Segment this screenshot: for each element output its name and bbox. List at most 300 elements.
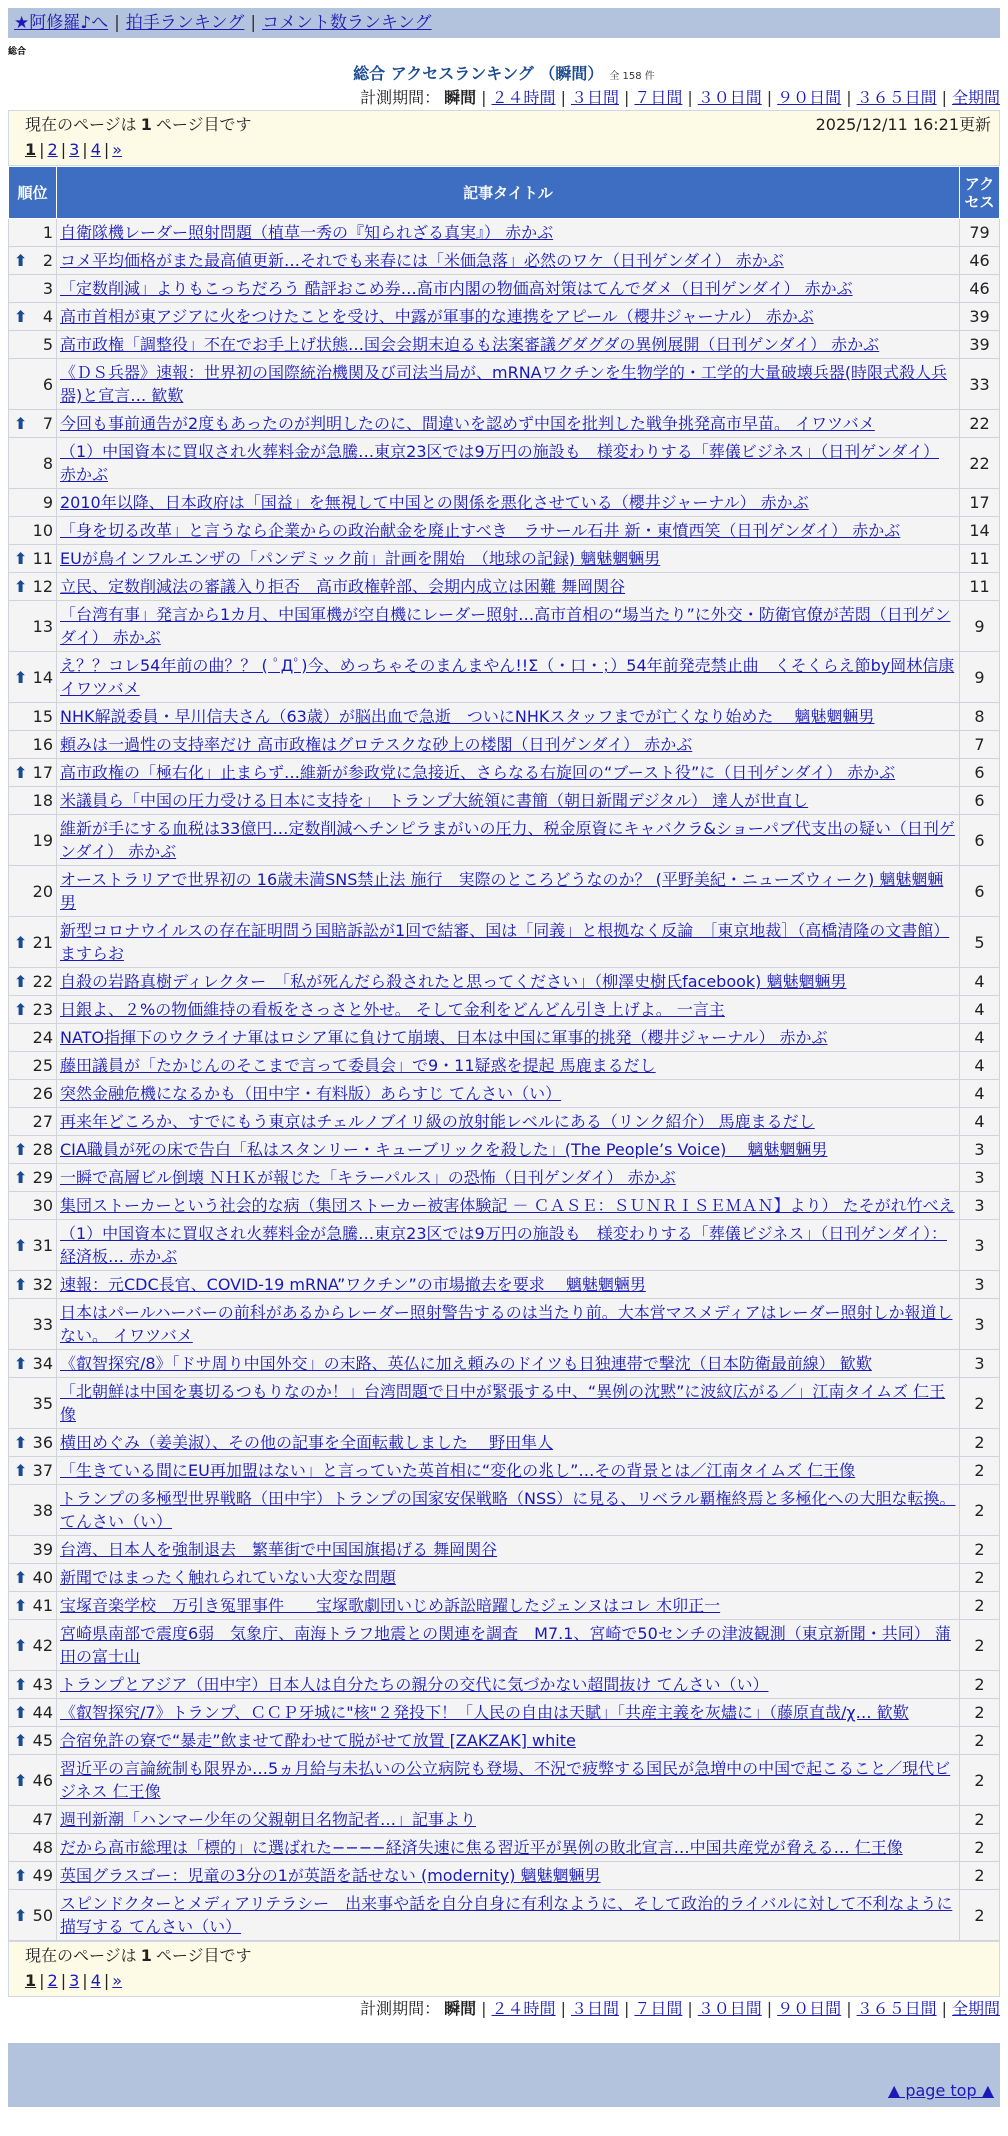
rank-number: 2 [42, 251, 53, 270]
access-count: 79 [960, 219, 1000, 247]
title-cell [57, 1727, 960, 1755]
page-status-number: 1 [140, 115, 152, 134]
up-arrow-icon: ⬆ [14, 1461, 28, 1480]
rank-number: 22 [32, 972, 53, 991]
home-link[interactable]: ★阿修羅♪へ [14, 13, 109, 33]
period-option-link[interactable]: 全期間 [951, 1999, 1000, 2018]
table-row [9, 1671, 1000, 1699]
title-cell [57, 545, 960, 573]
title-cell [57, 303, 960, 331]
rank-cell [9, 438, 57, 489]
rank-number: 31 [32, 1235, 53, 1255]
page-status-prefix: 現在のページは [25, 1946, 137, 1965]
article-title-link[interactable]: オーストラリアで世界初の 16歳未満SNS禁止法 施行 実際のところどうなのか？ (平野美紀・ニューズウィーク) 魑魅魍魎男 [60, 870, 944, 912]
title-column-header: 記事タイトル [57, 167, 960, 219]
up-arrow-icon: ⬆ [14, 1866, 28, 1885]
rank-cell [9, 1350, 57, 1378]
rank-number: 19 [32, 830, 53, 850]
title-cell [57, 652, 960, 703]
article-title-link[interactable]: トランプとアジア（田中宇）日本人は自分たちの親分の交代に気づかない超間抜け てんさい（い） [60, 1675, 769, 1694]
up-arrow-icon: ⬆ [14, 972, 28, 991]
up-arrow-icon: ⬆ [14, 1354, 28, 1373]
pagination-page-link[interactable]: 2 [47, 1971, 58, 1990]
period-option-link[interactable]: 全期間 [951, 88, 1000, 107]
title-cell [57, 1080, 960, 1108]
up-arrow-icon: ⬆ [14, 1596, 28, 1615]
title-cell [57, 1620, 960, 1671]
period-option-link[interactable]: ２４時間 [491, 1999, 556, 2018]
rank-number: 24 [32, 1028, 53, 1047]
title-cell [57, 331, 960, 359]
article-title-link[interactable]: 日本はパールハーバーの前科があるからレーダー照射警告するのは当たり前。大本営マスメディアはレーダー照射しか報道しない。 イワツバメ [60, 1303, 953, 1345]
article-title-link[interactable]: 「定数削減」よりもこっちだろう 酷評おこめ券…高市内閣の物価高対策はてんでダメ（日刊ゲンダイ） 赤かぶ [60, 279, 853, 298]
rank-cell [9, 545, 57, 573]
rank-cell [9, 1108, 57, 1136]
article-title-link[interactable]: 藤田議員が「たかじんのそこまで言って委員会」で9・11疑惑を提起 馬鹿まるだし [60, 1056, 656, 1075]
title-cell [57, 1220, 960, 1271]
rank-number: 28 [32, 1140, 53, 1159]
rank-number: 10 [32, 521, 53, 540]
table-row [9, 1592, 1000, 1620]
title-cell [57, 1564, 960, 1592]
rank-cell [9, 1727, 57, 1755]
up-arrow-icon: ⬆ [14, 307, 28, 326]
rank-number: 4 [42, 307, 53, 326]
period-separator: | [481, 88, 487, 107]
rank-number: 42 [32, 1635, 53, 1655]
article-title-link[interactable]: コメ平均価格がまた最高値更新…それでも来春には「米価急落」必然のワケ（日刊ゲンダイ） 赤かぶ [60, 251, 784, 270]
article-title-link[interactable]: 「北朝鮮は中国を裏切るつもりなのか！」台湾問題で日中が緊張する中、“異例の沈黙”に波紋広がる／」江南タイムズ 仁王像 [60, 1382, 946, 1424]
page-top-bar [8, 2075, 1000, 2107]
access-count: 22 [960, 438, 1000, 489]
pagination-separator: | [103, 1971, 110, 1990]
article-title-link[interactable]: 「生きている間にEU再加盟はない」と言っていた英首相に“変化の兆し”…その背景とは／江南タイムズ 仁王像 [60, 1461, 856, 1480]
title-cell [57, 275, 960, 303]
rank-number: 46 [32, 1770, 53, 1790]
rank-number: 14 [32, 667, 53, 687]
article-title-link[interactable]: 新聞ではまったく触れられていない大変な問題 [60, 1568, 397, 1587]
pagination-page-link[interactable]: 4 [90, 1971, 101, 1990]
table-row [9, 703, 1000, 731]
access-count: 2 [960, 1671, 1000, 1699]
rank-cell [9, 1080, 57, 1108]
period-option-link[interactable]: ３６５日間 [856, 88, 937, 107]
rank-number: 8 [42, 453, 53, 473]
title-cell [57, 489, 960, 517]
article-title-link[interactable]: 自殺の岩路真樹ディレクター 「私が死んだら殺されたと思ってください」（柳澤史樹氏facebook) 魑魅魍魎男 [60, 972, 847, 991]
table-header-row [9, 167, 1000, 219]
up-arrow-icon: ⬆ [14, 1770, 28, 1790]
pagination-page-link[interactable]: 3 [69, 140, 80, 159]
nav-separator: | [250, 13, 257, 33]
pagination-next-link[interactable]: » [112, 140, 123, 159]
table-row [9, 1136, 1000, 1164]
article-title-link[interactable]: 宮崎県南部で震度6弱 気象庁、南海トラフ地震との関連を調査 M7.1、宮崎で50センチの津波観測（東京新聞・共同） 蒲田の富士山 [60, 1624, 951, 1666]
rank-number: 20 [32, 881, 53, 901]
period-separator: | [481, 1999, 487, 2018]
table-row [9, 1699, 1000, 1727]
period-option-link[interactable]: ３０日間 [697, 88, 762, 107]
table-row [9, 438, 1000, 489]
comment-ranking-link[interactable]: コメント数ランキング [262, 13, 432, 33]
rank-number: 6 [42, 374, 53, 394]
access-count: 6 [960, 787, 1000, 815]
table-row [9, 1378, 1000, 1429]
title-cell [57, 703, 960, 731]
up-arrow-icon: ⬆ [14, 1275, 28, 1294]
table-row [9, 601, 1000, 652]
table-row [9, 1164, 1000, 1192]
rank-cell [9, 573, 57, 601]
access-count: 2 [960, 1834, 1000, 1862]
title-cell [57, 1136, 960, 1164]
rank-number: 47 [32, 1810, 53, 1829]
rank-number: 49 [32, 1866, 53, 1885]
period-separator: | [941, 1999, 947, 2018]
article-title-link[interactable]: だから高市総理は「標的」に選ばれた−−−−経済失速に焦る習近平が異例の敗北宣言…中国共産党が脅える… 仁王像 [60, 1838, 903, 1857]
period-option-link[interactable]: ３日間 [570, 88, 619, 107]
page-status-suffix: ページ目です [155, 1946, 252, 1965]
table-row [9, 1220, 1000, 1271]
pagination-separator: | [39, 140, 45, 159]
rank-number: 34 [32, 1354, 53, 1373]
rank-number: 3 [42, 279, 53, 298]
article-title-link[interactable]: 頼みは一過性の支持率だけ 高市政権はグロテスクな砂上の楼閣（日刊ゲンダイ） 赤かぶ [60, 735, 693, 754]
table-row [9, 652, 1000, 703]
rank-cell [9, 1834, 57, 1862]
title-cell [57, 1806, 960, 1834]
up-arrow-icon: ⬆ [14, 1000, 28, 1019]
article-title-link[interactable]: 横田めぐみ（姜美淑）、その他の記事を全面転載しました 野田隼人 [60, 1433, 554, 1452]
page-status [25, 1944, 983, 1968]
pagination-separator: | [82, 1971, 88, 1990]
access-count: 33 [960, 359, 1000, 410]
up-arrow-icon: ⬆ [14, 667, 28, 687]
rank-number: 41 [32, 1596, 53, 1615]
access-count: 2 [960, 1862, 1000, 1890]
rank-cell [9, 1378, 57, 1429]
rank-number: 9 [42, 493, 53, 512]
rank-cell [9, 1755, 57, 1806]
access-count: 3 [960, 1271, 1000, 1299]
rank-number: 39 [32, 1540, 53, 1559]
article-title-link[interactable]: 「台湾有事」発言から1カ月、中国軍機が空自機にレーダー照射…高市首相の“場当たり”に外交・防衛官僚が苦悶（日刊ゲンダイ） 赤かぶ [60, 605, 951, 647]
article-title-link[interactable]: 日銀よ、２%の物価維持の看板をさっさと外せ。 そして金利をどんどん引き上げよ。 一言主 [60, 1000, 725, 1019]
article-title-link[interactable]: 新型コロナウイルスの存在証明問う国賠訴訟が1回で結審、国は「同義」と根拠なく反論 ［東京地裁］（高橋清隆の文書館） ますらお [60, 921, 950, 963]
article-title-link[interactable]: 《ＤＳ兵器》速報：世界初の国際統治機関及び司法当局が、mRNAワクチンを生物学的・工学的大量破壊兵器(時限式殺人兵器)と宣言… 歓歎 [60, 363, 948, 405]
period-option-link[interactable]: ９０日間 [777, 88, 842, 107]
article-title-link[interactable]: 米議員ら「中国の圧力受ける日本に支持を」 トランプ大統領に書簡（朝日新聞デジタル） 達人が世直し [60, 791, 809, 810]
table-row [9, 1350, 1000, 1378]
rank-cell [9, 219, 57, 247]
table-row [9, 1429, 1000, 1457]
access-count: 9 [960, 601, 1000, 652]
rank-number: 21 [32, 932, 53, 952]
access-count: 4 [960, 996, 1000, 1024]
pagination-current: 1 [25, 1971, 37, 1990]
access-count: 6 [960, 759, 1000, 787]
period-option-link[interactable]: ７日間 [634, 1999, 683, 2018]
table-row [9, 759, 1000, 787]
article-title-link[interactable]: 突然金融危機になるかも（田中宇・有料版）あらすじ てんさい（い） [60, 1084, 562, 1103]
pager-box [8, 110, 1000, 166]
article-title-link[interactable]: 2010年以降、日本政府は「国益」を無視して中国との関係を悪化させている（櫻井ジャーナル） 赤かぶ [60, 493, 809, 512]
article-title-link[interactable]: 集団ストーカーという社会的な病（集団ストーカー被害体験記 － ＣＡＳＥ：ＳＵＮＲＩＳＥＭＡＮ】より） たそがれ竹べえ [60, 1196, 955, 1215]
table-row [9, 1727, 1000, 1755]
access-count: 2 [960, 1536, 1000, 1564]
rank-number: 1 [42, 223, 53, 242]
table-row [9, 1564, 1000, 1592]
table-row [9, 1755, 1000, 1806]
pagination-page-link[interactable]: 3 [69, 1971, 80, 1990]
table-row [9, 731, 1000, 759]
article-title-link[interactable]: NATO指揮下のウクライナ軍はロシア軍に負けて崩壊、日本は中国に軍事的挑発（櫻井ジャーナル） 赤かぶ [60, 1028, 828, 1047]
table-row [9, 219, 1000, 247]
article-title-link[interactable]: 台湾、日本人を強制退去 繁華街で中国国旗掲げる 舞岡関谷 [60, 1540, 498, 1559]
up-arrow-icon: ⬆ [14, 932, 28, 952]
period-separator: | [766, 1999, 773, 2018]
period-option-link[interactable]: ９０日間 [777, 1999, 842, 2018]
pagination-current: 1 [25, 140, 37, 159]
table-row [9, 359, 1000, 410]
rank-number: 25 [32, 1056, 53, 1075]
rank-cell [9, 1620, 57, 1671]
table-row [9, 275, 1000, 303]
article-title-link[interactable]: （1）中国資本に買収され火葬料金が急騰…東京23区では9万円の施設も 様変わりする「葬儀ビジネス」（日刊ゲンダイ） 赤かぶ [60, 442, 939, 484]
rank-number: 27 [32, 1112, 53, 1131]
period-separator: | [623, 88, 630, 107]
pagination-page-link[interactable]: 4 [90, 140, 101, 159]
article-title-link[interactable]: （1）中国資本に買収され火葬料金が急騰…東京23区では9万円の施設も 様変わりする「葬儀ビジネス」（日刊ゲンダイ）：経済板… 赤かぶ [60, 1224, 947, 1266]
article-title-link[interactable]: 今回も事前通告が2度もあったのが判明したのに、間違いを認めず中国を批判した戦争挑発高市早苗。 イワツバメ [60, 414, 875, 433]
article-title-link[interactable]: スピンドクターとメディアリテラシー 出来事や話を自分自身に有利なように、そして政治的ライバルに対して不利なように描写する てんさい（い） [60, 1894, 953, 1936]
access-count: 2 [960, 1806, 1000, 1834]
access-count: 17 [960, 489, 1000, 517]
title-cell [57, 219, 960, 247]
access-count: 2 [960, 1890, 1000, 1941]
access-count: 3 [960, 1299, 1000, 1350]
access-count: 39 [960, 331, 1000, 359]
table-row [9, 1806, 1000, 1834]
updated-timestamp: 2025/12/11 16:21更新 [815, 115, 991, 134]
access-count: 14 [960, 517, 1000, 545]
table-row [9, 996, 1000, 1024]
rank-number: 30 [32, 1196, 53, 1215]
title-cell [57, 517, 960, 545]
article-title-link[interactable]: NHK解説委員・早川信夫さん（63歳）が脳出血で急逝 ついにNHKスタッフまでが亡くなり始めた 魑魅魍魎男 [60, 707, 875, 726]
title-cell [57, 731, 960, 759]
up-arrow-icon: ⬆ [14, 1703, 28, 1722]
page-top-link[interactable]: ▲ page top ▲ [887, 2081, 994, 2100]
period-option-link[interactable]: ７日間 [634, 88, 683, 107]
title-cell [57, 996, 960, 1024]
up-arrow-icon: ⬆ [14, 414, 28, 433]
title-cell [57, 1378, 960, 1429]
up-arrow-icon: ⬆ [14, 1433, 28, 1452]
access-count: 2 [960, 1592, 1000, 1620]
up-arrow-icon: ⬆ [14, 549, 28, 568]
article-title-link[interactable]: 維新が手にする血税は33億円…定数削減ヘチンピラまがいの圧力、税金原資にキャバクラ&ショーパブ代支出の疑い（日刊ゲンダイ） 赤かぶ [60, 819, 955, 861]
up-arrow-icon: ⬆ [14, 251, 28, 270]
period-label: 計測期間： [360, 1999, 441, 2018]
article-title-link[interactable]: 「身を切る改革」と言うなら企業からの政治献金を廃止すべき ラサール石井 新・東憤西笑（日刊ゲンダイ） 赤かぶ [60, 521, 901, 540]
rank-number: 45 [32, 1731, 53, 1750]
period-selector-bottom [8, 1997, 1000, 2021]
title-cell [57, 787, 960, 815]
title-cell [57, 1755, 960, 1806]
access-count: 2 [960, 1727, 1000, 1755]
title-cell [57, 1862, 960, 1890]
rank-number: 37 [32, 1461, 53, 1480]
title-cell [57, 247, 960, 275]
title-cell [57, 410, 960, 438]
pagination-separator: | [82, 140, 88, 159]
access-count: 11 [960, 545, 1000, 573]
rank-number: 32 [32, 1275, 53, 1294]
pagination-separator: | [60, 140, 67, 159]
title-cell [57, 1485, 960, 1536]
period-separator: | [560, 1999, 566, 2018]
rank-number: 12 [32, 577, 53, 596]
title-cell [57, 359, 960, 410]
page-title-text: 総合 アクセスランキング （瞬間） [353, 64, 604, 83]
table-row [9, 1108, 1000, 1136]
access-count: 39 [960, 303, 1000, 331]
access-count: 6 [960, 815, 1000, 866]
pagination-page-link[interactable]: 2 [47, 140, 58, 159]
up-arrow-icon: ⬆ [14, 1675, 28, 1694]
rank-cell [9, 410, 57, 438]
article-title-link[interactable]: EUが鳥インフルエンザの「パンデミック前」計画を開始 （地球の記録) 魑魅魍魎男 [60, 549, 661, 568]
rank-cell [9, 968, 57, 996]
rank-number: 11 [32, 549, 53, 568]
title-cell [57, 1457, 960, 1485]
article-title-link[interactable]: 高市首相が東アジアに火をつけたことを受け、中露が軍事的な連携をアピール（櫻井ジャーナル） 赤かぶ [60, 307, 814, 326]
rank-cell [9, 517, 57, 545]
up-arrow-icon: ⬆ [14, 1168, 28, 1187]
title-cell [57, 968, 960, 996]
period-option-link[interactable]: ３０日間 [697, 1999, 762, 2018]
article-title-link[interactable]: CIA職員が死の床で告白「私はスタンリー・キューブリックを殺した」(The People’s Voice) 魑魅魍魎男 [60, 1140, 828, 1159]
rank-cell [9, 1136, 57, 1164]
rank-number: 7 [42, 414, 53, 433]
rank-cell [9, 1536, 57, 1564]
title-cell [57, 815, 960, 866]
article-title-link[interactable]: 再来年どころか、すでにもう東京はチェルノブイリ級の放射能レベルにある（リンク紹介） 馬鹿まるだし [60, 1112, 815, 1131]
rank-cell [9, 759, 57, 787]
up-arrow-icon: ⬆ [14, 1140, 28, 1159]
rank-cell [9, 1429, 57, 1457]
access-count: 2 [960, 1699, 1000, 1727]
rank-cell [9, 787, 57, 815]
article-title-link[interactable]: 週刊新潮「ハンマー少年の父親朝日名物記者…」記事より [60, 1810, 477, 1829]
rank-cell [9, 489, 57, 517]
article-title-link[interactable]: 英国グラスゴー：児童の3分の1が英語を話せない (modernity) 魑魅魍魎男 [60, 1866, 601, 1885]
rank-number: 40 [32, 1568, 53, 1587]
applause-ranking-link[interactable]: 拍手ランキング [125, 13, 245, 33]
access-count: 4 [960, 1052, 1000, 1080]
article-title-link[interactable]: 宝塚音楽学校 万引き冤罪事件 宝塚歌劇団いじめ訴訟暗躍したジェンヌはコレ 木卯正一 [60, 1596, 721, 1615]
rank-cell [9, 1299, 57, 1350]
up-arrow-icon: ⬆ [14, 1235, 28, 1255]
access-count: 5 [960, 917, 1000, 968]
access-count: 3 [960, 1220, 1000, 1271]
article-title-link[interactable]: 習近平の言論統制も限界か…5ヵ月給与未払いの公立病院も登場、不況で疲弊する国民が急増中の中国で起こること／現代ビジネス 仁王像 [60, 1759, 951, 1801]
table-row [9, 1457, 1000, 1485]
access-count: 3 [960, 1350, 1000, 1378]
period-option-link[interactable]: ３６５日間 [856, 1999, 937, 2018]
period-current: 瞬間 [444, 88, 477, 107]
article-title-link[interactable]: 一瞬で高層ビル倒壊 ＮＨＫが報じた「キラーパルス」の恐怖（日刊ゲンダイ） 赤かぶ [60, 1168, 676, 1187]
pager-box-bottom [8, 1941, 1000, 1997]
title-cell [57, 1299, 960, 1350]
access-count: 6 [960, 866, 1000, 917]
period-separator: | [766, 88, 773, 107]
article-title-link[interactable]: 《叡智探究/8》「ドサ周り中国外交」の末路、英仏に加え頼みのドイツも日独連帯で撃沈（日本防衛最前線） 歓歎 [60, 1354, 872, 1373]
up-arrow-icon: ⬆ [14, 1905, 28, 1925]
access-count: 2 [960, 1755, 1000, 1806]
period-separator: | [846, 88, 852, 107]
access-count: 8 [960, 703, 1000, 731]
table-row [9, 1485, 1000, 1536]
article-title-link[interactable]: え？？コレ54年前の曲？？ ( ﾟДﾟ)今、めっちゃそのまんまやん!!Σ（・口・；）54年前発売禁止曲 くそくらえ節by岡林信康 イワツバメ [60, 656, 955, 698]
table-row [9, 1890, 1000, 1941]
article-title-link[interactable]: 《叡智探究/7》トランプ、ＣＣＰ牙城に"核"２発投下！「人民の自由は天賦」「共産主義を灰燼に」（藤原直哉/χ… 歓歎 [60, 1703, 909, 1722]
article-title-link[interactable]: 合宿免許の寮で“暴走”飲ませて酔わせて脱がせて放置 [ZAKZAK] white [60, 1731, 576, 1750]
article-title-link[interactable]: 自衛隊機レーダー照射問題（植草一秀の『知られざる真実』） 赤かぶ [60, 223, 554, 242]
article-title-link[interactable]: 立民、定数削減法の審議入り拒否 高市政権幹部、会期内成立は困難 舞岡関谷 [60, 577, 626, 596]
top-nav-bar [8, 8, 1000, 38]
access-count: 46 [960, 247, 1000, 275]
access-count: 2 [960, 1564, 1000, 1592]
title-cell [57, 1052, 960, 1080]
rank-cell [9, 1699, 57, 1727]
title-cell [57, 866, 960, 917]
access-count: 7 [960, 731, 1000, 759]
pagination-next-link[interactable]: » [112, 1971, 123, 1990]
period-option-link[interactable]: ３日間 [570, 1999, 619, 2018]
access-count: 4 [960, 1080, 1000, 1108]
title-cell [57, 1024, 960, 1052]
rank-number: 35 [32, 1393, 53, 1413]
period-separator: | [941, 88, 947, 107]
rank-cell [9, 1592, 57, 1620]
period-label: 計測期間： [360, 88, 441, 107]
table-row [9, 1024, 1000, 1052]
access-count: 22 [960, 410, 1000, 438]
access-count: 9 [960, 652, 1000, 703]
title-cell [57, 438, 960, 489]
table-row [9, 410, 1000, 438]
article-title-link[interactable]: 高市政権の「極右化」止まらず…維新が参政党に急接近、さらなる右旋回の“ブースト役”に（日刊ゲンダイ） 赤かぶ [60, 763, 896, 782]
article-title-link[interactable]: 高市政権「調整役」不在でお手上げ状態…国会会期末迫るも法案審議グダグダの異例展開（日刊ゲンダイ） 赤かぶ [60, 335, 880, 354]
table-row [9, 247, 1000, 275]
rank-number: 44 [32, 1703, 53, 1722]
page-status-prefix: 現在のページは [25, 115, 137, 134]
rank-cell [9, 303, 57, 331]
article-title-link[interactable]: 速報：元CDC長官、COVID-19 mRNA”ワクチン”の市場撤去を要求 魑魅魍魎男 [60, 1275, 646, 1294]
period-option-link[interactable]: ２４時間 [491, 88, 556, 107]
rank-cell [9, 703, 57, 731]
article-title-link[interactable]: トランプの多極型世界戦略（田中宇）トランプの国家安保戦略（NSS）に見る、リベラル覇権終焉と多極化への大胆な転換。 てんさい（い） [60, 1489, 956, 1531]
title-cell [57, 1699, 960, 1727]
title-cell [57, 917, 960, 968]
section-label: 総合 [8, 47, 27, 57]
title-cell [57, 1350, 960, 1378]
table-row [9, 917, 1000, 968]
period-separator: | [687, 1999, 693, 2018]
rank-cell [9, 247, 57, 275]
